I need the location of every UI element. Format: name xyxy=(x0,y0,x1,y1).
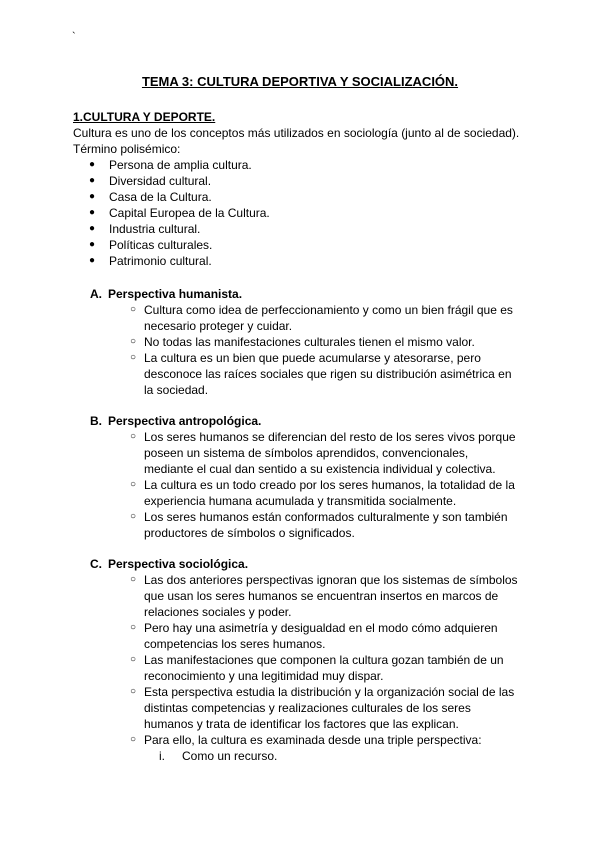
subsection-title: Perspectiva humanista. xyxy=(108,287,243,301)
bullet-icon: ● xyxy=(89,239,96,250)
list-item-text: Los seres humanos están conformados culturalmente y son también productores de símbolos o significados. xyxy=(144,510,508,540)
stray-tick-mark: ` xyxy=(72,31,76,43)
hollow-circle-bullet-icon: ○ xyxy=(130,304,137,315)
intro-line: Término polisémico: xyxy=(73,142,181,156)
bullet-icon: ● xyxy=(89,255,96,266)
list-item xyxy=(90,620,520,652)
roman-numeral-list xyxy=(90,748,520,764)
list-item-text: Patrimonio cultural. xyxy=(109,254,212,268)
list-item xyxy=(90,477,520,509)
subsection-heading xyxy=(90,286,520,302)
list-item xyxy=(73,221,270,237)
list-item-text: Para ello, la cultura es examinada desde una triple perspectiva: xyxy=(144,733,482,747)
list-item-text: Las dos anteriores perspectivas ignoran que los sistemas de símbolos que usan los seres humanos se encuentran insertos en marcos de relaciones sociales y poder. xyxy=(144,573,518,619)
intro-line: Cultura es uno de los conceptos más utilizados en sociología (junto al de sociedad). xyxy=(73,126,520,140)
subsection-heading xyxy=(90,413,520,429)
list-item xyxy=(73,253,270,269)
section-heading: 1.CULTURA Y DEPORTE. xyxy=(73,110,216,124)
list-item xyxy=(90,684,520,732)
subsection-letter: A. xyxy=(90,287,102,301)
list-item xyxy=(90,509,520,541)
hollow-circle-bullet-icon: ○ xyxy=(130,574,137,585)
list-item-text: Cultura como idea de perfeccionamiento y como un bien frágil que es necesario proteger y cuidar. xyxy=(144,303,513,333)
list-item-text: Esta perspectiva estudia la distribución y la organización social de las distintas competencias y realizaciones culturales de los seres humanos y trata de identificar los factores que las explican. xyxy=(144,685,515,731)
list-item-text: La cultura es un bien que puede acumularse y atesorarse, pero desconoce las raíces sociales que rigen su distribución asimétrica en la sociedad. xyxy=(144,351,512,397)
list-item-text: La cultura es un todo creado por los seres humanos, la totalidad de la experiencia humana acumulada y transmitida socialmente. xyxy=(144,478,515,508)
page-title: TEMA 3: CULTURA DEPORTIVA Y SOCIALIZACIÓN. xyxy=(141,74,459,89)
subsection-letter: C. xyxy=(90,557,102,571)
list-item xyxy=(90,732,520,748)
list-item xyxy=(90,748,520,764)
circle-list xyxy=(90,572,520,748)
list-item-text: Las manifestaciones que componen la cultura gozan también de un reconocimiento y una legitimidad muy dispar. xyxy=(144,653,504,683)
subsection-sociological xyxy=(90,556,520,764)
list-item xyxy=(73,205,270,221)
subsection-title: Perspectiva antropológica. xyxy=(108,414,262,428)
bullet-icon: ● xyxy=(89,175,96,186)
subsection-letter: B. xyxy=(90,414,102,428)
hollow-circle-bullet-icon: ○ xyxy=(130,431,137,442)
hollow-circle-bullet-icon: ○ xyxy=(130,654,137,665)
list-item xyxy=(90,652,520,684)
hollow-circle-bullet-icon: ○ xyxy=(130,352,137,363)
list-item xyxy=(73,173,270,189)
hollow-circle-bullet-icon: ○ xyxy=(130,511,137,522)
list-item-text: Industria cultural. xyxy=(109,222,201,236)
hollow-circle-bullet-icon: ○ xyxy=(130,686,137,697)
bullet-icon: ● xyxy=(89,223,96,234)
list-item-text: Pero hay una asimetría y desigualdad en el modo cómo adquieren competencias los seres humanos. xyxy=(144,621,498,651)
hollow-circle-bullet-icon: ○ xyxy=(130,622,137,633)
bullet-icon: ● xyxy=(89,191,96,202)
list-item xyxy=(90,302,520,334)
list-item xyxy=(90,572,520,620)
subsection-humanist xyxy=(90,286,520,398)
list-item-text: Casa de la Cultura. xyxy=(109,190,212,204)
list-item xyxy=(73,189,270,205)
circle-list xyxy=(90,429,520,541)
hollow-circle-bullet-icon: ○ xyxy=(130,336,137,347)
list-item-text: No todas las manifestaciones culturales tienen el mismo valor. xyxy=(144,335,475,349)
subsection-title: Perspectiva sociológica. xyxy=(108,557,249,571)
list-item-text: Capital Europea de la Cultura. xyxy=(109,206,270,220)
hollow-circle-bullet-icon: ○ xyxy=(130,734,137,745)
list-item xyxy=(73,237,270,253)
roman-numeral: i. xyxy=(159,749,165,763)
bullet-icon: ● xyxy=(89,207,96,218)
list-item-text: Políticas culturales. xyxy=(109,238,213,252)
subsection-heading xyxy=(90,556,520,572)
hollow-circle-bullet-icon: ○ xyxy=(130,479,137,490)
list-item xyxy=(90,334,520,350)
subsection-anthropological xyxy=(90,413,520,541)
list-item xyxy=(73,157,270,173)
circle-list xyxy=(90,302,520,398)
list-item xyxy=(90,350,520,398)
section-intro xyxy=(73,125,543,157)
list-item xyxy=(90,429,520,477)
bullet-icon: ● xyxy=(89,159,96,170)
list-item-text: Los seres humanos se diferencian del resto de los seres vivos porque poseen un sistema de símbolos aprendidos, convencionales, mediante el cual dan sentido a su existencia individual y colectiva. xyxy=(144,430,516,476)
list-item-text: Como un recurso. xyxy=(182,749,278,763)
list-item-text: Diversidad cultural. xyxy=(109,174,212,188)
bullet-list xyxy=(73,157,270,269)
list-item-text: Persona de amplia cultura. xyxy=(109,158,252,172)
